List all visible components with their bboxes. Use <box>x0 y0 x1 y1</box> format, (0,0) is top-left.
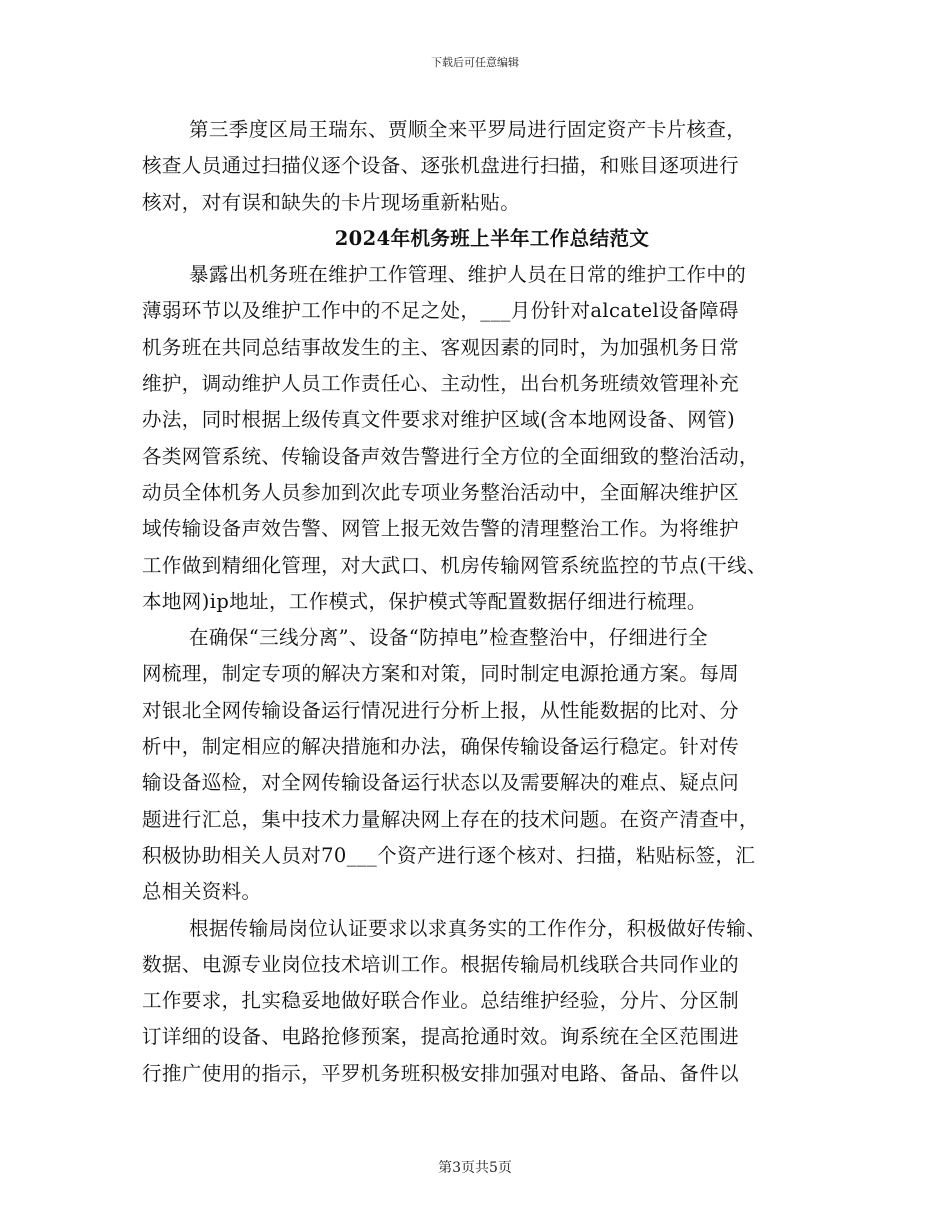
paragraph-line: 题进行汇总，集中技术力量解决网上存在的技术问题。在资产清查中， <box>142 807 759 831</box>
paragraph-line: 办法，同时根据上级传真文件要求对维护区域(含本地网设备、网管) <box>142 408 736 432</box>
paragraph-line: 网梳理，制定专项的解决方案和对策，同时制定电源抢通方案。每周 <box>142 662 740 686</box>
paragraph-line: 动员全体机务人员参加到次此专项业务整治活动中，全面解决维护区 <box>142 480 740 504</box>
paragraph-line: 暴露出机务班在维护工作管理、维护人员在日常的维护工作中的 <box>189 263 747 287</box>
paragraph-line: 工作要求，扎实稳妥地做好联合作业。总结维护经验，分片、分区制 <box>142 989 740 1013</box>
paragraph-line: 域传输设备声效告警、网管上报无效告警的清理整治工作。为将维护 <box>142 517 740 541</box>
paragraph-line: 输设备巡检，对全网传输设备运行状态以及需要解决的难点、疑点问 <box>142 771 740 795</box>
paragraph-line: 对银北全网传输设备运行情况进行分析上报，从性能数据的比对、分 <box>142 698 740 722</box>
paragraph-line: 核查人员通过扫描仪逐个设备、逐张机盘进行扫描，和账目逐项进行 <box>142 154 740 178</box>
section-title: 2024年机务班上半年工作总结范文 <box>334 226 650 250</box>
paragraph-line: 薄弱环节以及维护工作中的不足之处，___月份针对alcatel设备障碍 <box>142 299 739 323</box>
paragraph-line: 总相关资料。 <box>142 880 262 904</box>
paragraph-line: 行推广使用的指示，平罗机务班积极安排加强对电路、备品、备件以 <box>142 1061 740 1085</box>
paragraph-line: 积极协助相关人员对70___个资产进行逐个核对、扫描，粘贴标签，汇 <box>142 843 756 867</box>
paragraph-line: 在确保“三线分离”、设备“防掉电”检查整治中，仔细进行全 <box>189 626 709 650</box>
paragraph-line: 核对，对有误和缺失的卡片现场重新粘贴。 <box>142 190 521 214</box>
paragraph-line: 订详细的设备、电路抢修预案，提高抢通时效。询系统在全区范围进 <box>142 1025 740 1049</box>
page-header-note: 下载后可任意编辑 <box>431 56 519 69</box>
paragraph-line: 根据传输局岗位认证要求以求真务实的工作作分，积极做好传输、 <box>189 916 767 940</box>
paragraph-line: 第三季度区局王瑞东、贾顺全来平罗局进行固定资产卡片核查， <box>189 118 747 141</box>
paragraph-line: 数据、电源专业岗位技术培训工作。根据传输局机线联合共同作业的 <box>142 952 740 976</box>
page-number-footer: 第3页共5页 <box>438 1160 512 1176</box>
document-body <box>142 112 822 1092</box>
paragraph-line: 析中，制定相应的解决措施和办法，确保传输设备运行稳定。针对传 <box>142 735 740 759</box>
paragraph-line: 维护，调动维护人员工作责任心、主动性，出台机务班绩效管理补充 <box>142 372 740 396</box>
paragraph-line: 各类网管系统、传输设备声效告警进行全方位的全面细致的整治活动， <box>142 444 759 468</box>
paragraph-line: 本地网)ip地址，工作模式，保护模式等配置数据仔细进行梳理。 <box>142 589 707 613</box>
paragraph-line: 工作做到精细化管理，对大武口、机房传输网管系统监控的节点(干线、 <box>142 553 767 577</box>
paragraph-line: 机务班在共同总结事故发生的主、客观因素的同时，为加强机务日常 <box>142 335 740 359</box>
